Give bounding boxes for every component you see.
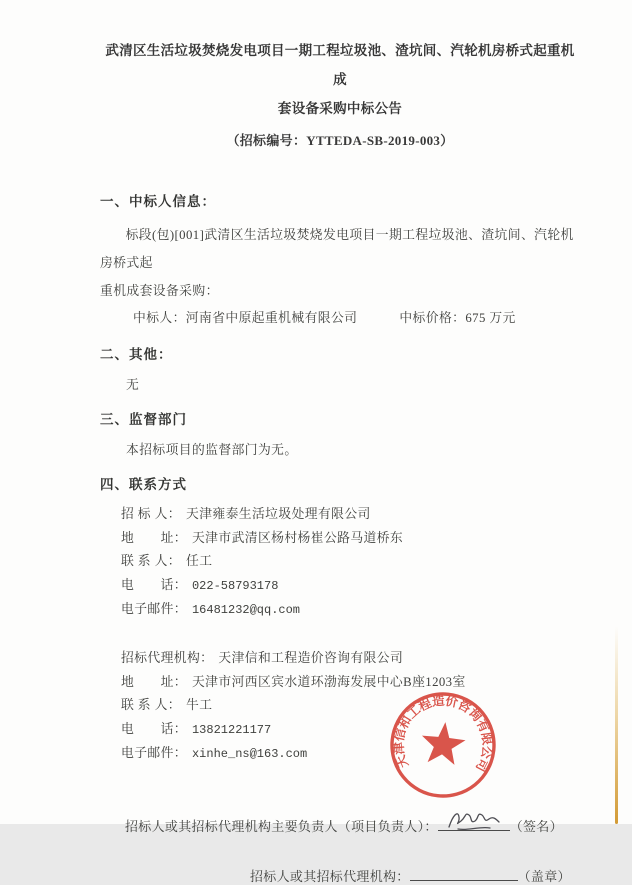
contact-label: 联 系 人：: [121, 554, 181, 569]
title-line-2: 套设备采购中标公告: [277, 101, 403, 116]
seal-company-text: 天津信和工程造价咨询有限公司: [391, 693, 495, 774]
org-label: 招标人或其招标代理机构：: [250, 868, 410, 884]
agency-contact-block: [100, 647, 580, 767]
section-2-body: 无: [126, 378, 140, 392]
contact-row-agency-phone: [100, 718, 580, 743]
contact-label: 电子邮件：: [121, 746, 187, 761]
section-4-heading: 四、联系方式: [100, 477, 187, 492]
org-suffix: （盖章）: [517, 868, 571, 884]
seal-star-icon: [419, 720, 467, 766]
section-3-heading: 三、监督部门: [100, 412, 187, 427]
company-seal: [377, 679, 509, 811]
package-line-2: 重机成套设备采购：: [100, 284, 219, 298]
contact-row-tenderer-person: [100, 550, 580, 574]
price-value: 675 万元: [465, 311, 516, 325]
principal-label: 招标人或其招标代理机构主要负责人（项目负责人）：: [125, 818, 438, 834]
contact-value: 天津雍泰生活垃圾处理有限公司: [186, 507, 371, 521]
winner-row: [100, 306, 580, 330]
contact-row-tenderer-phone: [100, 574, 580, 599]
contact-value: 天津市武清区杨村杨崔公路马道桥东: [191, 530, 404, 545]
contact-row-tenderer-name: [100, 503, 580, 527]
contact-value: 任工: [186, 554, 213, 569]
section-1-package-paragraph: [100, 221, 580, 305]
contact-value: 牛工: [186, 698, 213, 713]
section-3-body: 本招标项目的监督部门为无。: [126, 443, 298, 457]
contact-label: 联 系 人：: [121, 698, 181, 713]
document-content: [100, 0, 580, 885]
contact-row-tenderer-email: [100, 598, 580, 623]
contact-label: 电子邮件：: [121, 602, 187, 617]
tenderer-contact-block: [100, 503, 580, 623]
contact-value: 022-58793178: [191, 578, 279, 593]
scan-edge-artifact: [615, 626, 618, 824]
contact-row-agency-email: [100, 742, 580, 767]
package-line-1: 标段(包)[001]武清区生活垃圾焚烧发电项目一期工程垃圾池、渣坑间、汽轮机房桥式起: [100, 228, 574, 270]
winner-label: 中标人：: [133, 311, 186, 325]
contact-row-agency-name: [100, 647, 580, 671]
contact-row-tenderer-address: [100, 527, 580, 551]
document-title: [100, 36, 580, 123]
contact-label: 地 址：: [121, 674, 187, 689]
signature-line: [438, 814, 510, 831]
winner-value: 河南省中原起重机械有限公司: [185, 311, 358, 325]
org-stamp-row: [100, 864, 580, 885]
principal-signature-row: [100, 814, 580, 835]
contact-value: 天津市河西区宾水道环渤海发展中心B座1203室: [191, 674, 466, 689]
contact-value: 13821221177: [191, 722, 272, 737]
title-line-1: 武清区生活垃圾焚烧发电项目一期工程垃圾池、渣坑间、汽轮机房桥式起重机成: [105, 43, 575, 87]
section-2-heading: 二、其他：: [100, 347, 173, 362]
stamp-line: [410, 864, 518, 881]
principal-suffix: （签名）: [509, 818, 563, 834]
contact-label: 地 址：: [121, 530, 187, 545]
contact-label: 招标代理机构：: [121, 650, 214, 665]
handwritten-signature: [446, 807, 502, 833]
section-1-heading: 一、中标人信息：: [100, 194, 216, 209]
contact-label: 电 话：: [121, 721, 187, 736]
tender-number: （招标编号：YTTEDA-SB-2019-003）: [226, 133, 454, 148]
price-label: 中标价格：: [399, 311, 466, 325]
contact-value: xinhe_ns@163.com: [191, 747, 308, 762]
contact-value: 16481232@qq.com: [191, 603, 301, 618]
contact-label: 招 标 人：: [121, 507, 181, 521]
contact-value: 天津信和工程造价咨询有限公司: [218, 650, 404, 665]
contact-label: 电 话：: [121, 577, 187, 592]
